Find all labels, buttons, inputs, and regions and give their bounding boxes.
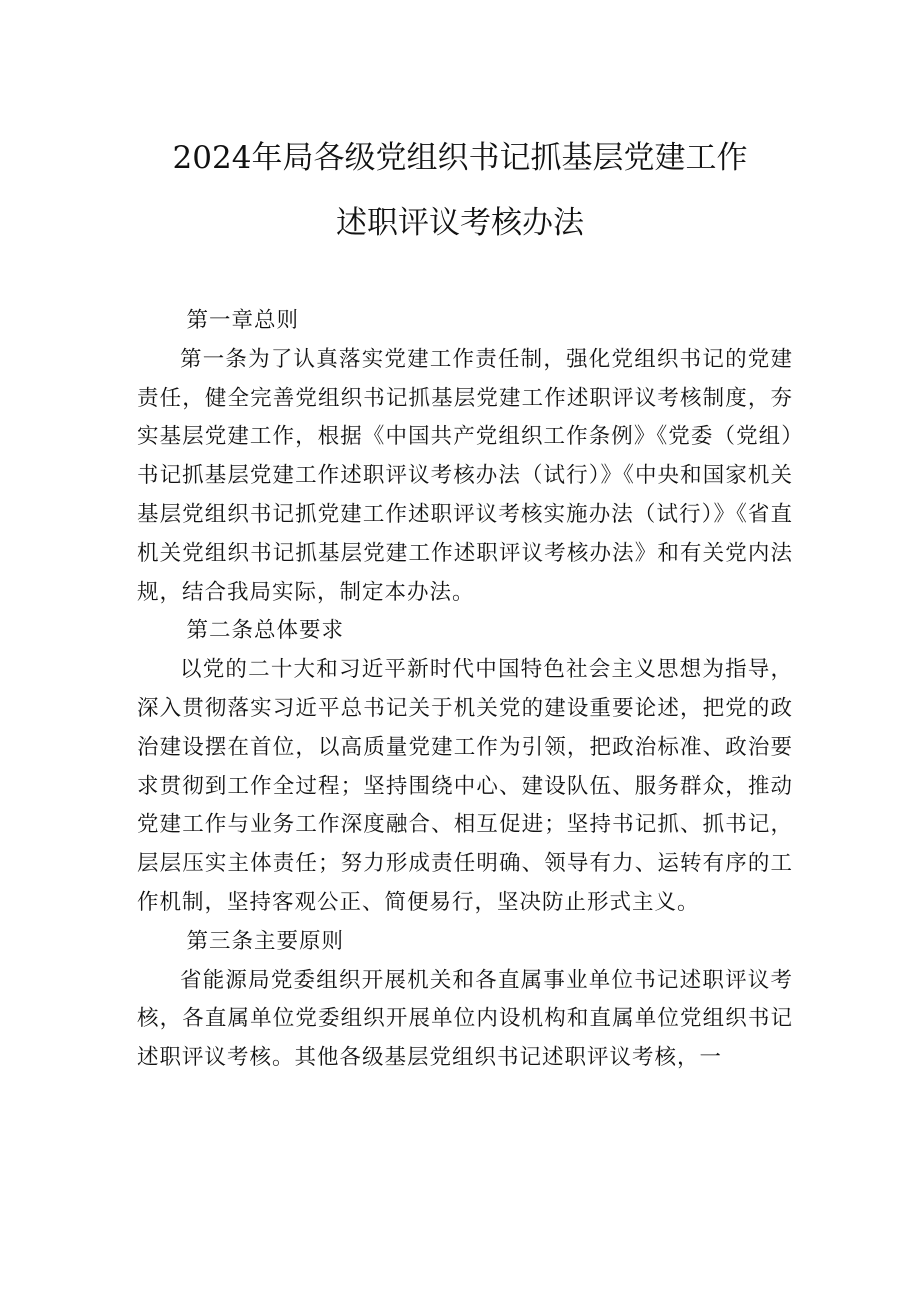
article-1-paragraph: 第一条为了认真落实党建工作责任制，强化党组织书记的党建责任，健全完善党组织书记抓基层党建工作述职评议考核制度，夯实基层党建工作，根据《中国共产党组织工作条例》《党委（党组）书记抓基层党建工作述职评议考核办法（试行）》《中央和国家机关基层党组织书记抓党建工作述职评议考核实施办法（试行）》《省直机关党组织书记抓基层党建工作述职评议考核办法》和有关党内法规，结合我局实际，制定本办法。 — [137, 346, 793, 605]
document-title-line-2: 述职评议考核办法 — [336, 205, 584, 241]
article-2-paragraph: 以党的二十大和习近平新时代中国特色社会主义思想为指导，深入贯彻落实习近平总书记关于机关党的建设重要论述，把党的政治建设摆在首位，以高质量党建工作为引领，把政治标准、政治要求贯彻到工作全过程；坚持围绕中心、建设队伍、服务群众，推动党建工作与业务工作深度融合、相互促进；坚持书记抓、抓书记，层层压实主体责任；努力形成责任明确、领导有力、运转有序的工作机制，坚持客观公正、简便易行，坚决防止形式主义。 — [137, 657, 793, 915]
document-body — [137, 302, 793, 1078]
article-3-heading: 第三条主要原则 — [186, 928, 344, 954]
chapter-1-heading: 第一章总则 — [186, 308, 299, 333]
document-title-line-1: 2024年局各级党组织书记抓基层党建工作 — [172, 140, 748, 176]
article-3-paragraph: 省能源局党委组织开展机关和各直属事业单位书记述职评议考核，各直属单位党委组织开展单位内设机构和直属单位党组织书记述职评议考核。其他各级基层党组织书记述职评议考核，一 — [137, 967, 793, 1071]
article-2-heading: 第二条总体要求 — [186, 618, 344, 644]
